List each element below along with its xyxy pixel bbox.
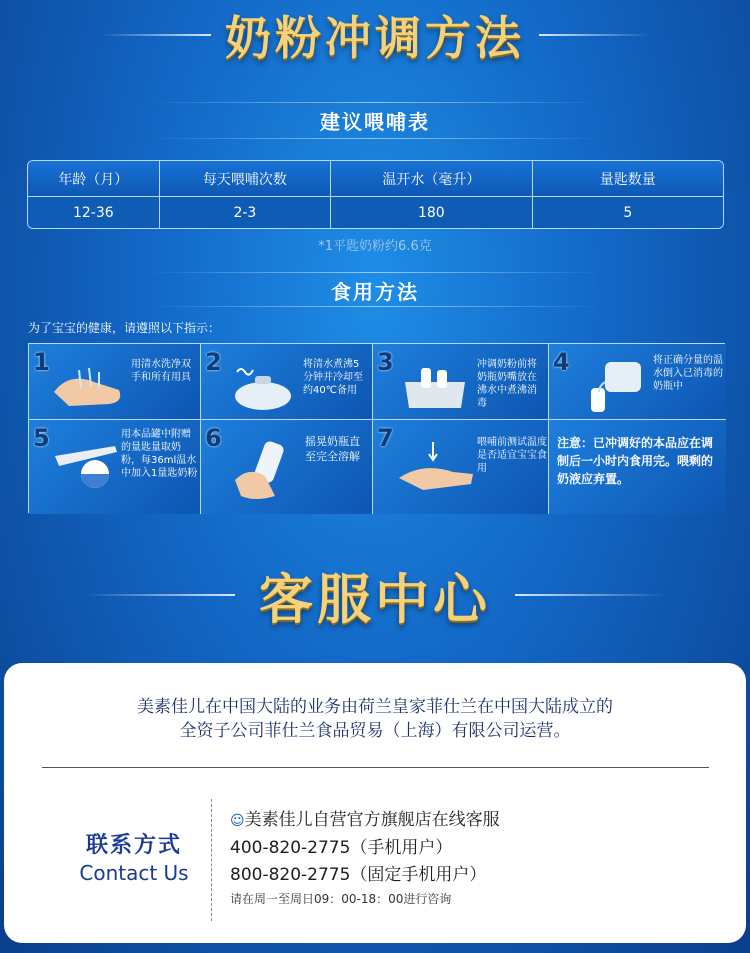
steps-grid	[28, 343, 725, 513]
online-service-label: 美素佳儿自营官方旗舰店在线客服	[244, 810, 500, 830]
table-title: 建议喂哺表	[320, 110, 430, 134]
card-divider	[42, 767, 709, 768]
table-header-cell: 每天喂哺次数	[159, 161, 331, 196]
kettle-icon	[223, 362, 303, 412]
shaking-bottle-icon	[225, 436, 301, 506]
testing-temperature-icon	[393, 438, 477, 498]
usage-title-top-rule	[145, 272, 605, 273]
step-number: 7	[377, 424, 394, 452]
service-title-right-rule	[515, 594, 665, 596]
company-line-1: 美素佳儿在中国大陆的业务由荷兰皇家菲仕兰在中国大陆成立的	[137, 697, 613, 717]
usage-intro: 为了宝宝的健康，请遵照以下指示：	[28, 321, 221, 335]
measuring-scoop-icon	[45, 436, 125, 496]
step-5	[29, 420, 201, 514]
washing-hands-icon	[49, 362, 129, 412]
step-number: 4	[553, 348, 570, 376]
usage-title: 食用方法	[331, 280, 419, 304]
phone-fixed[interactable]: 800-820-2775（固定手机用户）	[230, 865, 487, 885]
step-7	[373, 420, 549, 514]
service-title-row	[0, 560, 750, 630]
company-statement	[4, 695, 746, 743]
phone-mobile[interactable]: 400-820-2775（手机用户）	[230, 838, 453, 858]
table-header-row	[28, 161, 723, 196]
step-text: 喂哺前测试温度是否适宜宝宝食用	[477, 437, 547, 474]
caution-note	[549, 420, 726, 514]
step-text: 将清水煮沸5分钟并冷却至约40℃备用	[303, 359, 363, 396]
usage-title-wrap	[0, 276, 750, 305]
page-title: 奶粉冲调方法	[225, 11, 525, 65]
sterilizing-pot-icon	[397, 362, 473, 414]
smile-icon: ☺	[230, 813, 245, 829]
table-header-cell: 年龄（月）	[58, 171, 129, 188]
step-text: 摇晃奶瓶直至完全溶解	[305, 435, 360, 463]
feeding-table	[27, 160, 724, 229]
step-number: 6	[205, 424, 222, 452]
service-title: 客服中心	[259, 567, 491, 631]
step-3	[373, 344, 549, 420]
pouring-water-icon	[571, 358, 651, 414]
title-left-rule	[101, 34, 211, 36]
scoop-note: *1平匙奶粉约6.6克	[318, 239, 432, 254]
service-card	[4, 663, 746, 943]
step-text: 用清水洗净双手和所有用具	[131, 359, 191, 383]
main-title-row	[0, 2, 750, 68]
service-title-left-rule	[85, 594, 235, 596]
step-number: 3	[377, 348, 394, 376]
contact-separator	[211, 799, 212, 921]
table-title-bottom-rule	[145, 138, 605, 139]
step-text: 将正确分量的温水倒入已消毒的奶瓶中	[653, 355, 723, 392]
service-hours: 请在周一至周日09：00-18：00进行咨询	[230, 892, 452, 906]
table-cell: 5	[532, 197, 723, 228]
caution-text: 注意：已冲调好的本品应在调制后一小时内食用完。喂剩的奶液应弃置。	[557, 436, 714, 486]
step-number: 1	[33, 348, 50, 376]
step-1	[29, 344, 201, 420]
step-text: 冲调奶粉前将奶瓶奶嘴放在沸水中煮沸消毒	[477, 359, 537, 409]
contact-label-en: Contact Us	[79, 861, 189, 885]
contact-details	[230, 807, 500, 909]
table-title-wrap	[0, 106, 750, 135]
table-title-top-rule	[145, 102, 605, 103]
step-2	[201, 344, 373, 420]
online-service-line[interactable]	[230, 807, 500, 835]
usage-title-bottom-rule	[145, 306, 605, 307]
table-cell: 180	[330, 197, 531, 228]
table-row	[28, 196, 723, 228]
step-6	[201, 420, 373, 514]
contact-label	[64, 828, 204, 885]
table-cell: 12-36	[72, 204, 114, 221]
step-4	[549, 344, 726, 420]
table-header-cell: 温开水（毫升）	[330, 161, 531, 196]
step-number: 5	[33, 424, 50, 452]
title-right-rule	[539, 34, 649, 36]
table-header-cell: 量匙数量	[532, 161, 723, 196]
step-number: 2	[205, 348, 222, 376]
company-line-2: 全资子公司菲仕兰食品贸易（上海）有限公司运营。	[179, 721, 571, 741]
contact-label-cn: 联系方式	[85, 833, 182, 858]
table-cell: 2-3	[159, 197, 331, 228]
step-text: 用本品罐中附赠的量匙量取奶粉，每36ml温水中加入1量匙奶粉	[121, 429, 198, 479]
